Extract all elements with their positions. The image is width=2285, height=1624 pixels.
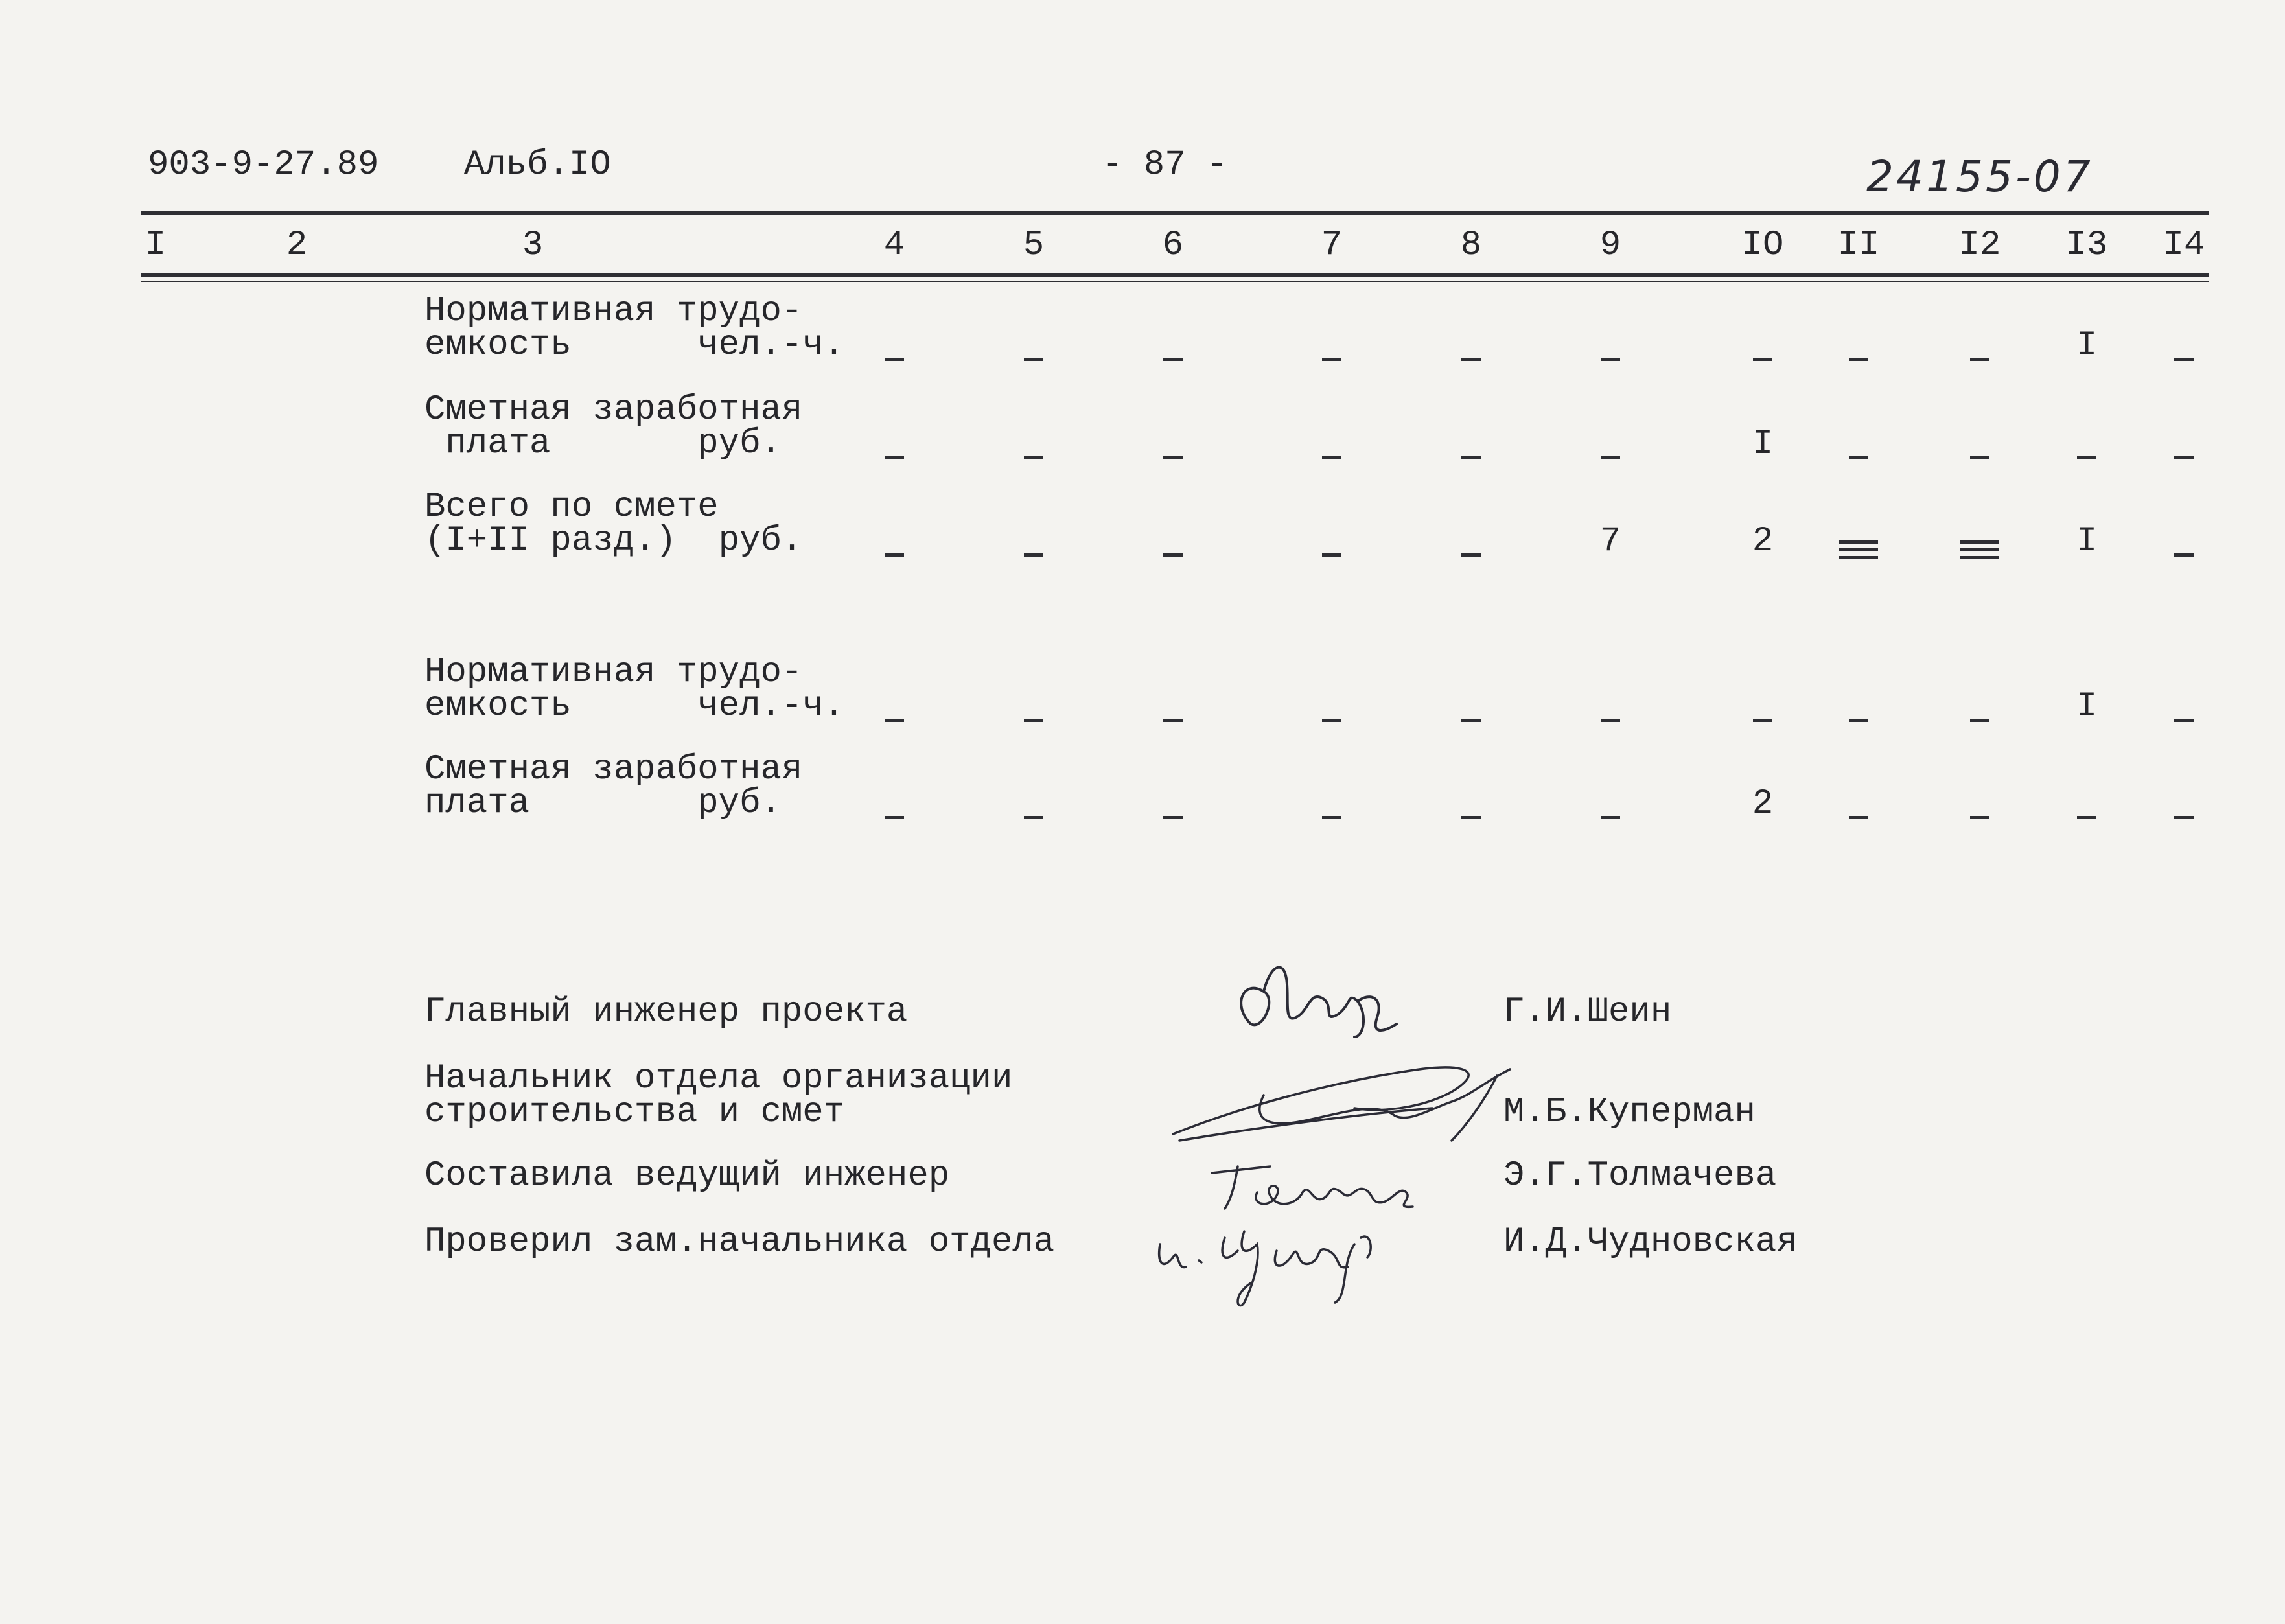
dash-cell: [1724, 343, 1802, 378]
dash-mark: [1163, 456, 1183, 459]
dash-cell: [855, 801, 933, 836]
value-cell: I: [2076, 326, 2098, 365]
dash-cell: [2048, 441, 2126, 476]
dash-cell: [1432, 704, 1510, 739]
dash-mark: [1461, 719, 1481, 722]
dash-cell: [2145, 704, 2223, 739]
dash-cell: [995, 539, 1073, 574]
signature-name: Э.Г.Толмачева: [1503, 1156, 1777, 1196]
dash-mark: [1970, 816, 1989, 819]
dash-mark: [2174, 358, 2194, 361]
value-cell: 7: [1599, 522, 1621, 561]
dash-cell: [1941, 343, 2019, 378]
value-cell: I: [2076, 522, 2098, 561]
dash-mark: [1849, 358, 1868, 361]
column-number: I4: [2163, 226, 2205, 265]
dash-cell: [1293, 539, 1371, 574]
table-header-rule: [141, 273, 2209, 277]
signature-position-line2: строительства и смет: [424, 1093, 845, 1132]
row-label-line2: (I+II разд.) руб.: [424, 521, 803, 561]
dash-mark: [1601, 719, 1620, 722]
signature-position: Проверил зам.начальника отдела: [424, 1222, 1055, 1262]
row-label-line1: Сметная заработная: [424, 390, 803, 430]
double-dash-cell: [1941, 536, 2019, 564]
dash-mark: [1024, 719, 1043, 722]
signature-position: Начальник отдела организации: [424, 1059, 1013, 1098]
dash-mark: [885, 553, 904, 557]
dash-cell: [855, 704, 933, 739]
dash-mark: [1024, 816, 1043, 819]
dash-cell: [1572, 801, 1649, 836]
dash-cell: [995, 441, 1073, 476]
dash-mark: [1163, 719, 1183, 722]
signature-scribble-kuperman: [1160, 1043, 1523, 1160]
dash-mark: [1163, 816, 1183, 819]
dash-mark: [1322, 456, 1341, 459]
row-label-line1: Сметная заработная: [424, 750, 803, 789]
column-number: I: [145, 226, 167, 265]
dash-cell: [1293, 343, 1371, 378]
dash-cell: [1134, 801, 1212, 836]
double-dash-mark: [1960, 540, 1999, 559]
dash-mark: [1322, 719, 1341, 722]
dash-mark: [1461, 553, 1481, 557]
dash-mark: [1970, 719, 1989, 722]
dash-mark: [1163, 358, 1183, 361]
row-label-line2: емкость чел.-ч.: [424, 325, 845, 365]
dash-cell: [1572, 343, 1649, 378]
dash-mark: [885, 719, 904, 722]
dash-cell: [1134, 539, 1212, 574]
dash-cell: [855, 441, 933, 476]
column-number: 7: [1321, 226, 1343, 265]
dash-mark: [1601, 358, 1620, 361]
dash-mark: [1970, 456, 1989, 459]
dash-mark: [1753, 358, 1772, 361]
row-label-line1: Нормативная трудо-: [424, 292, 803, 331]
dash-cell: [1293, 441, 1371, 476]
column-number: 8: [1460, 226, 1482, 265]
dash-cell: [1820, 801, 1897, 836]
dash-mark: [2174, 456, 2194, 459]
dash-cell: [2145, 801, 2223, 836]
dash-mark: [2077, 456, 2096, 459]
dash-mark: [1322, 358, 1341, 361]
signature-name: Г.И.Шеин: [1503, 992, 1672, 1032]
double-dash-cell: [1820, 536, 1897, 564]
column-number: 9: [1599, 226, 1621, 265]
table-top-rule: [141, 211, 2209, 215]
dash-cell: [1432, 441, 1510, 476]
dash-cell: [2145, 539, 2223, 574]
dash-cell: [1941, 704, 2019, 739]
dash-mark: [1163, 553, 1183, 557]
dash-mark: [885, 456, 904, 459]
dash-mark: [1024, 456, 1043, 459]
dash-cell: [995, 801, 1073, 836]
dash-mark: [2077, 816, 2096, 819]
document-code: 903-9-27.89: [148, 145, 379, 185]
dash-cell: [1134, 441, 1212, 476]
dash-mark: [2174, 553, 2194, 557]
dash-cell: [1820, 343, 1897, 378]
dash-mark: [1753, 719, 1772, 722]
signature-scribble-chudnovskaya: [1147, 1205, 1419, 1309]
column-number: I3: [2065, 226, 2108, 265]
dash-mark: [1322, 553, 1341, 557]
dash-cell: [1572, 441, 1649, 476]
column-number: 3: [522, 226, 544, 265]
column-number: IO: [1741, 226, 1784, 265]
dash-mark: [1461, 358, 1481, 361]
dash-cell: [855, 539, 933, 574]
signature-position: Главный инженер проекта: [424, 992, 908, 1032]
dash-cell: [2145, 343, 2223, 378]
page-number: - 87 -: [1102, 145, 1228, 185]
dash-cell: [1432, 343, 1510, 378]
signature-scribble-shein: [1225, 953, 1445, 1056]
dash-cell: [1293, 704, 1371, 739]
column-number: II: [1837, 226, 1880, 265]
dash-cell: [1941, 441, 2019, 476]
dash-mark: [1461, 456, 1481, 459]
row-label-line1: Нормативная трудо-: [424, 653, 803, 692]
handwritten-inventory-number: 24155-07: [1866, 152, 2093, 202]
signature-name: И.Д.Чудновская: [1503, 1222, 1798, 1262]
column-number: 6: [1162, 226, 1184, 265]
dash-cell: [1432, 801, 1510, 836]
column-number: 5: [1023, 226, 1045, 265]
dash-mark: [1024, 553, 1043, 557]
value-cell: I: [2076, 687, 2098, 726]
dash-mark: [1322, 816, 1341, 819]
value-cell: 2: [1752, 522, 1774, 561]
dash-mark: [1461, 816, 1481, 819]
dash-cell: [1724, 704, 1802, 739]
dash-mark: [1849, 719, 1868, 722]
dash-cell: [1293, 801, 1371, 836]
dash-cell: [995, 343, 1073, 378]
value-cell: 2: [1752, 784, 1774, 824]
dash-cell: [1134, 704, 1212, 739]
column-number: 2: [286, 226, 308, 265]
album-number: Альб.IO: [464, 145, 611, 185]
row-label-line2: емкость чел.-ч.: [424, 686, 845, 726]
dash-mark: [885, 816, 904, 819]
dash-mark: [1024, 358, 1043, 361]
dash-mark: [1849, 816, 1868, 819]
dash-mark: [1849, 456, 1868, 459]
value-cell: I: [1752, 424, 1774, 464]
dash-cell: [1941, 801, 2019, 836]
dash-cell: [1432, 539, 1510, 574]
dash-mark: [2174, 719, 2194, 722]
dash-mark: [1601, 816, 1620, 819]
signature-position: Составила ведущий инженер: [424, 1156, 950, 1196]
dash-mark: [1601, 456, 1620, 459]
dash-mark: [2174, 816, 2194, 819]
row-label-line2: плата руб.: [424, 424, 782, 463]
dash-mark: [885, 358, 904, 361]
dash-cell: [2048, 801, 2126, 836]
column-number: I2: [1958, 226, 2001, 265]
dash-cell: [1134, 343, 1212, 378]
column-number: 4: [883, 226, 905, 265]
dash-mark: [1970, 358, 1989, 361]
double-dash-mark: [1839, 540, 1878, 559]
table-header-rule-thin: [141, 281, 2209, 282]
row-label-line1: Всего по смете: [424, 487, 719, 527]
dash-cell: [1820, 441, 1897, 476]
dash-cell: [1820, 704, 1897, 739]
dash-cell: [995, 704, 1073, 739]
dash-cell: [1572, 704, 1649, 739]
signature-name: М.Б.Куперман: [1503, 1093, 1756, 1132]
dash-cell: [855, 343, 933, 378]
row-label-line2: плата руб.: [424, 783, 782, 823]
dash-cell: [2145, 441, 2223, 476]
